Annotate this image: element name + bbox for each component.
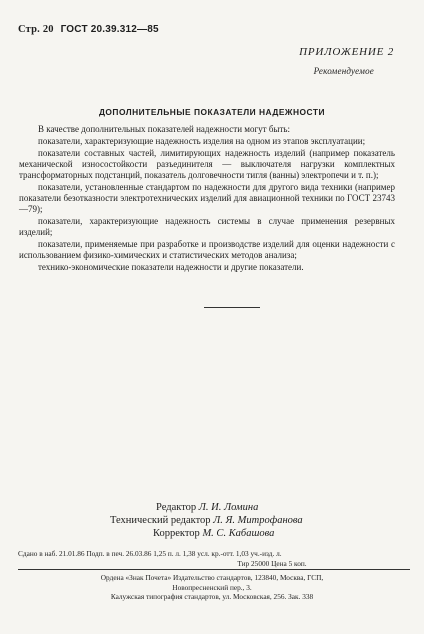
page-number: Стр. 20 [18,24,54,35]
paragraph-item: показатели, применяемые при разработке и производстве изделий для оценки надежности с использованием физико-химических и статистических методов анализа; [19,239,395,260]
running-header [18,24,163,35]
credit-editor [156,501,258,514]
paragraph-item: показатели, характеризующие надежность изделия на одном из этапов эксплуатации; [38,136,366,146]
appendix-title: ПРИЛОЖЕНИЕ 2 [299,46,394,58]
editor-role: Редактор [156,502,197,513]
paragraph-intro: В качестве дополнительных показателей надежности могут быть: [38,124,290,134]
paragraph-item: показатели составных частей, лимитирующих надежность изделий (например показатель механической износостойкости разъединителя — выключателя нагрузки комплектных трансформаторных подстанций, показатель долговечности тигля (ванны) электропечи и т. п.); [19,148,395,180]
tech-editor-role: Технический редактор [110,515,211,526]
imprint-line: Тир 25000 Цена 5 коп. [237,558,307,568]
body-text [19,124,395,273]
standard-number: ГОСТ 20.39.312—85 [60,24,159,35]
section-title: ДОПОЛНИТЕЛЬНЫЕ ПОКАЗАТЕЛИ НАДЕЖНОСТИ [98,107,326,117]
appendix-status: Рекомендуемое [313,66,374,76]
imprint-divider [18,569,410,570]
corrector-role: Корректор [153,528,200,539]
paragraph-item: показатели, характеризующие надежность системы в случае применения резервных изделий; [19,216,395,237]
publisher-line: Ордена «Знак Почета» Издательство стандартов, 123840, Москва, ГСП, [100,573,324,582]
editor-name: Л. И. Ломина [198,502,259,513]
imprint-line: Сдано в наб. 21.01.86 Подп. в печ. 26.03.86 1,25 п. л. 1,38 усл. кр.-отт. 1,03 уч.-изд. л. [18,549,282,558]
credit-corrector [153,527,274,540]
publisher-block [0,573,424,602]
publisher-line: Калужская типография стандартов, ул. Московская, 256. Зак. 338 [110,592,314,601]
section-end-rule [204,307,260,308]
corrector-name: М. С. Кабашова [202,528,275,539]
paragraph-item: показатели, установленные стандартом по надежности для другого вида техники (например показатели безотказности электротехнических изделий для авиационной техники по ГОСТ 23743—79); [19,182,395,214]
tech-editor-name: Л. Я. Митрофанова [213,515,303,526]
publisher-line: Новопресненский пер., 3. [172,582,252,592]
paragraph-item: технико-экономические показатели надежности и другие показатели. [38,262,304,272]
print-imprint [18,549,406,568]
credit-tech-editor [110,514,303,527]
